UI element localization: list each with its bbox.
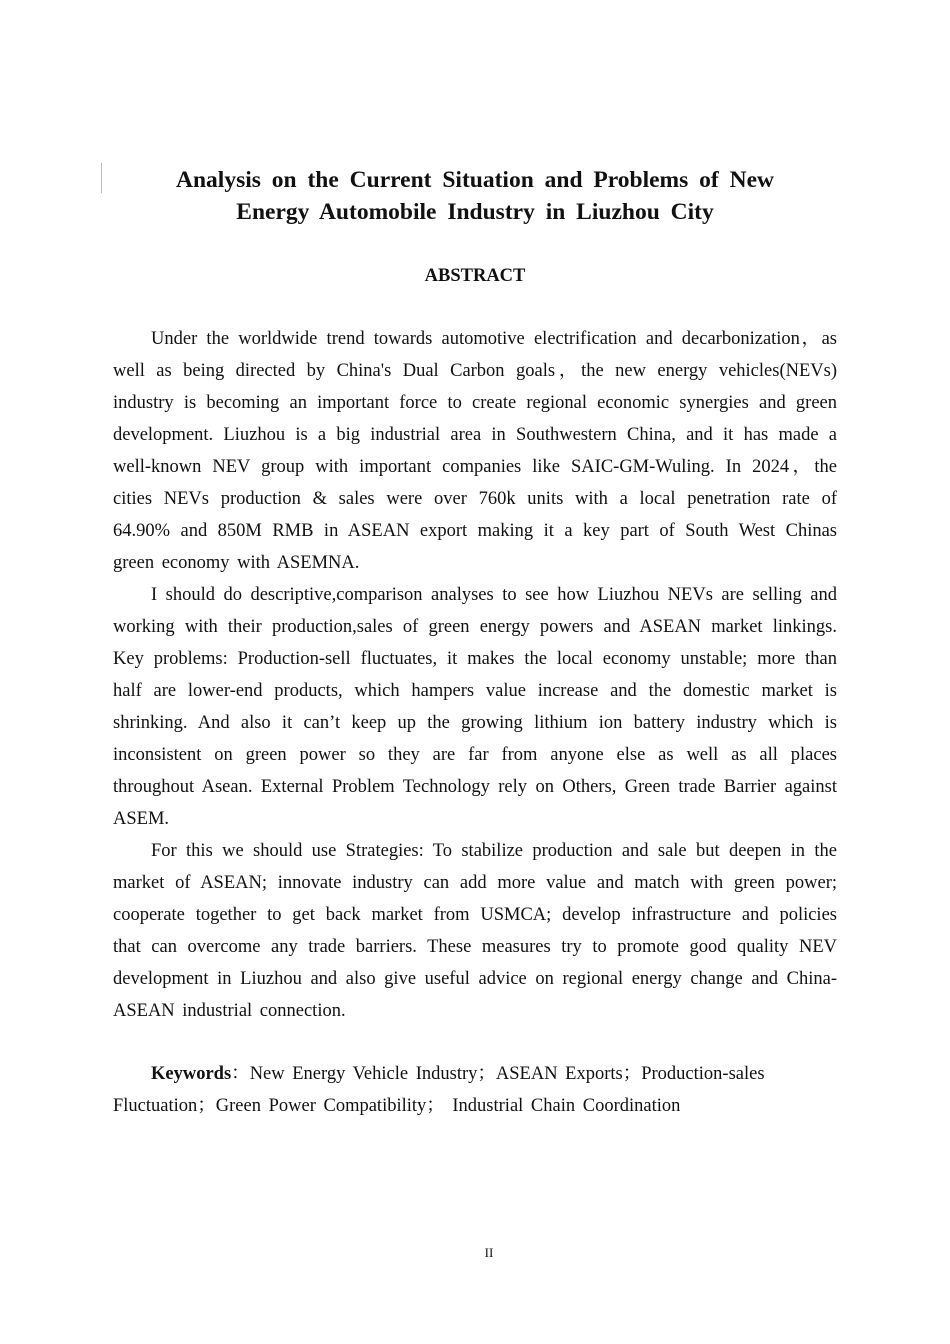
keywords-section: [113, 1058, 803, 1122]
keywords-separator: ：: [231, 1064, 250, 1084]
abstract-body: [113, 323, 837, 1027]
paper-title-line-2: Energy Automobile Industry in Liuzhou City: [236, 199, 714, 225]
abstract-paragraph-2: I should do descriptive,comparison analyses to see how Liuzhou NEVs are selling and working with their production,sales of green energy powers and ASEAN market linkings. Key problems: Production-sell fluctuates, it makes the local economy unstable; more than half are lower-end products, which hampers value increase and the domestic market is shrinking. And also it can’t keep up the growing lithium ion battery industry which is inconsistent on green power so they are far from anyone else as well as all places throughout Asean. External Problem Technology rely on Others, Green trade Barrier against ASEM.: [113, 585, 837, 829]
margin-mark: [101, 163, 102, 193]
keywords-label: Keywords: [151, 1064, 232, 1084]
abstract-paragraph-1: Under the worldwide trend towards automotive electrification and decarbonization，as well as being directed by China's Dual Carbon goals，the new energy vehicles(NEVs) industry is becoming an important force to create regional economic synergies and green development. Liuzhou is a big industrial area in Southwestern China, and it has made a well-known NEV group with important companies like SAIC-GM-Wuling. In 2024，the cities NEVs production & sales were over 760k units with a local penetration rate of 64.90% and 850M RMB in ASEAN export making it a key part of South West Chinas green economy with ASEMNA.: [113, 329, 837, 573]
page-number: II: [484, 1245, 494, 1260]
paper-title-line-1: Analysis on the Current Situation and Problems of New: [176, 167, 774, 193]
abstract-paragraph-3: For this we should use Strategies: To stabilize production and sale but deepen in the market of ASEAN; innovate industry can add more value and match with green power; cooperate together to get back market from USMCA; develop infrastructure and policies that can overcome any trade barriers. These measures try to promote good quality NEV development in Liuzhou and also give useful advice on regional energy change and China-ASEAN industrial connection.: [113, 841, 837, 1021]
abstract-heading: ABSTRACT: [424, 266, 526, 286]
paper-title: [130, 164, 820, 228]
keywords-text: New Energy Vehicle Industry；ASEAN Exports；Production-sales Fluctuation；Green Power Compatibility； Industrial Chain Coordination: [113, 1064, 765, 1116]
